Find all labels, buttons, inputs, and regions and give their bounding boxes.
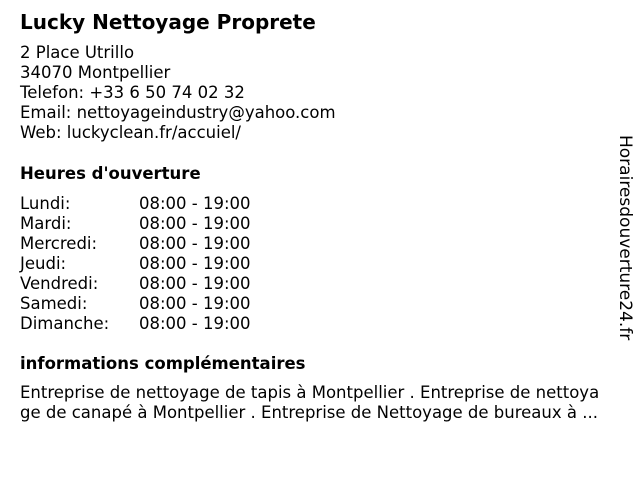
business-name: Lucky Nettoyage Proprete — [20, 10, 316, 34]
site-watermark: Horairesdouverture24.fr — [615, 135, 635, 341]
hours-time: 08:00 - 19:00 — [139, 234, 251, 253]
hours-time: 08:00 - 19:00 — [139, 294, 251, 313]
hours-day: Dimanche: — [20, 314, 110, 333]
hours-day: Lundi: — [20, 194, 71, 213]
opening-hours-heading: Heures d'ouverture — [20, 164, 201, 183]
website-address: Web: luckyclean.fr/accuiel/ — [20, 123, 241, 142]
hours-time: 08:00 - 19:00 — [139, 274, 251, 293]
email-address: Email: nettoyageindustry@yahoo.com — [20, 103, 336, 122]
additional-info-heading: informations complémentaires — [20, 354, 306, 373]
hours-time: 08:00 - 19:00 — [139, 194, 251, 213]
hours-row — [20, 214, 280, 234]
hours-time: 08:00 - 19:00 — [139, 254, 251, 273]
hours-row — [20, 274, 280, 294]
hours-day: Jeudi: — [20, 254, 67, 273]
hours-time: 08:00 - 19:00 — [139, 314, 251, 333]
contact-block — [20, 43, 336, 143]
hours-row — [20, 294, 280, 314]
hours-day: Mercredi: — [20, 234, 98, 253]
hours-day: Vendredi: — [20, 274, 99, 293]
hours-time: 08:00 - 19:00 — [139, 214, 251, 233]
street-address: 2 Place Utrillo — [20, 43, 135, 62]
hours-row — [20, 194, 280, 214]
description-line: Entreprise de nettoyage de tapis à Montpellier . Entreprise de nettoya — [20, 383, 600, 402]
description-line: ge de canapé à Montpellier . Entreprise de Nettoyage de bureaux à ... — [20, 403, 598, 422]
hours-day: Samedi: — [20, 294, 88, 313]
phone-number: Telefon: +33 6 50 74 02 32 — [20, 83, 245, 102]
hours-day: Mardi: — [20, 214, 72, 233]
opening-hours-table — [20, 194, 280, 334]
hours-row — [20, 254, 280, 274]
hours-row — [20, 234, 280, 254]
business-description — [20, 383, 630, 423]
city-address: 34070 Montpellier — [20, 63, 171, 82]
hours-row — [20, 314, 280, 334]
